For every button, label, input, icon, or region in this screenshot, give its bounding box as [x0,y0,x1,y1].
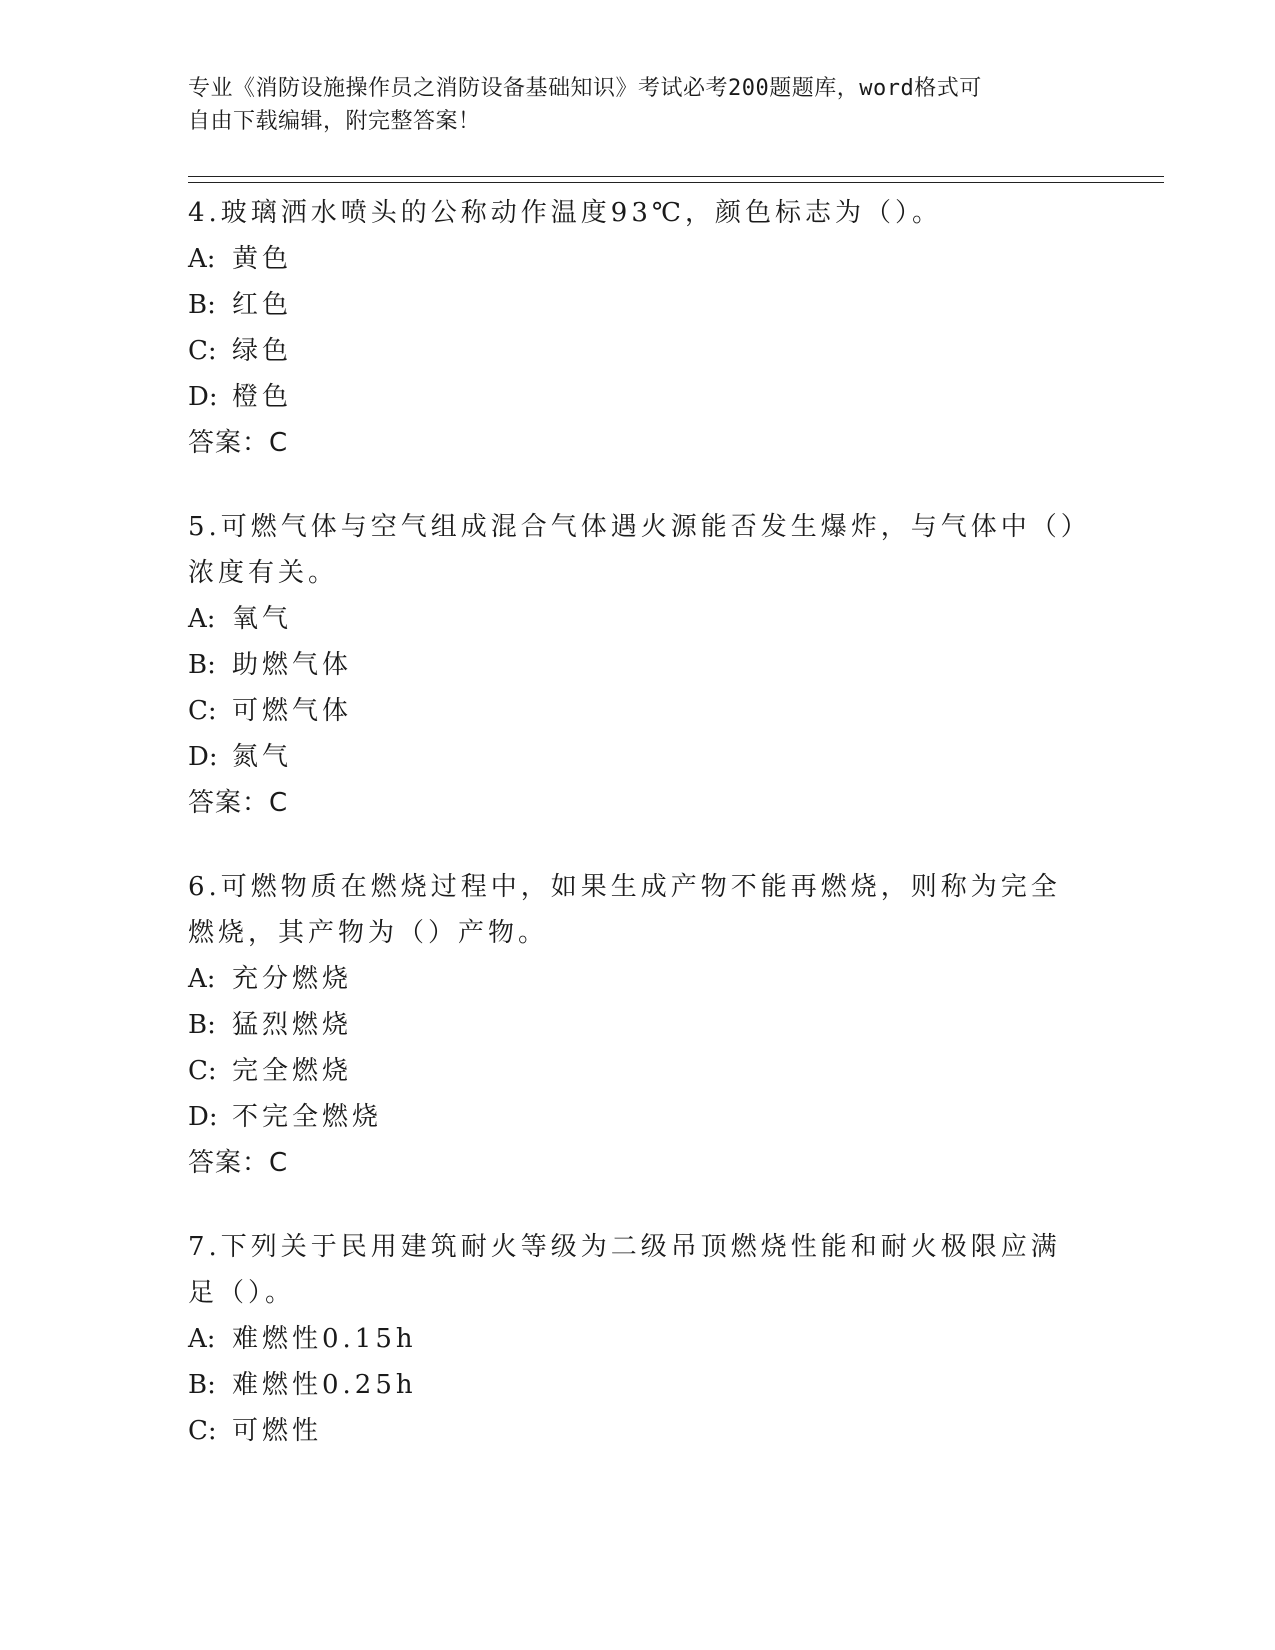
option-text: 充分燃烧 [232,964,353,994]
option-b [188,1002,1088,1048]
option-key: C: [188,1416,217,1446]
option-c [188,328,1088,374]
option-b [188,282,1088,328]
option-text: 猛烈燃烧 [232,1010,353,1040]
option-key: A: [188,964,216,994]
answer-line: 答案：C [188,788,289,818]
option-text: 难燃性0.15h [232,1324,417,1354]
question-5 [188,504,1088,826]
option-text: 助燃气体 [232,650,353,680]
option-c [188,688,1088,734]
header-line-1: 专业《消防设施操作员之消防设备基础知识》考试必考200题题库，word格式可 [188,76,982,101]
option-text: 可燃性 [232,1416,323,1446]
option-key: D: [188,382,218,412]
option-a [188,596,1088,642]
question-stem: 7.下列关于民用建筑耐火等级为二级吊顶燃烧性能和耐火极限应满足（）。 [188,1232,1061,1308]
option-text: 难燃性0.25h [232,1370,417,1400]
option-text: 氮气 [232,742,293,772]
answer-line: 答案：C [188,428,289,458]
question-stem: 4.玻璃洒水喷头的公称动作温度93℃，颜色标志为（）。 [188,198,942,228]
option-d [188,1094,1088,1140]
option-b [188,642,1088,688]
option-a [188,1316,1088,1362]
option-key: B: [188,1370,216,1400]
option-key: C: [188,1056,217,1086]
option-text: 氧气 [232,604,293,634]
option-key: C: [188,696,217,726]
header-divider-bottom [188,182,1164,183]
option-c [188,1048,1088,1094]
option-c [188,1408,1088,1454]
option-text: 橙色 [232,382,293,412]
option-key: B: [188,650,216,680]
question-6 [188,864,1088,1186]
option-text: 完全燃烧 [232,1056,353,1086]
option-b [188,1362,1088,1408]
option-text: 绿色 [232,336,293,366]
question-7 [188,1224,1088,1454]
question-4 [188,190,1088,466]
option-a [188,956,1088,1002]
option-key: C: [188,336,217,366]
option-text: 不完全燃烧 [232,1102,383,1132]
question-stem: 5.可燃气体与空气组成混合气体遇火源能否发生爆炸，与气体中（）浓度有关。 [188,512,1078,588]
option-key: A: [188,1324,216,1354]
answer-line: 答案：C [188,1148,289,1178]
document-header [188,72,1068,138]
option-key: A: [188,604,216,634]
option-d [188,734,1088,780]
option-key: A: [188,244,216,274]
option-d [188,374,1088,420]
option-text: 可燃气体 [232,696,353,726]
option-a [188,236,1088,282]
option-key: B: [188,290,216,320]
header-divider-top [188,176,1164,177]
option-key: B: [188,1010,216,1040]
option-key: D: [188,742,218,772]
option-text: 黄色 [232,244,293,274]
option-key: D: [188,1102,218,1132]
question-list [188,190,1088,1492]
question-stem: 6.可燃物质在燃烧过程中，如果生成产物不能再燃烧，则称为完全燃烧，其产物为（）产物。 [188,872,1061,948]
header-line-2: 自由下载编辑，附完整答案！ [188,109,481,134]
option-text: 红色 [232,290,293,320]
